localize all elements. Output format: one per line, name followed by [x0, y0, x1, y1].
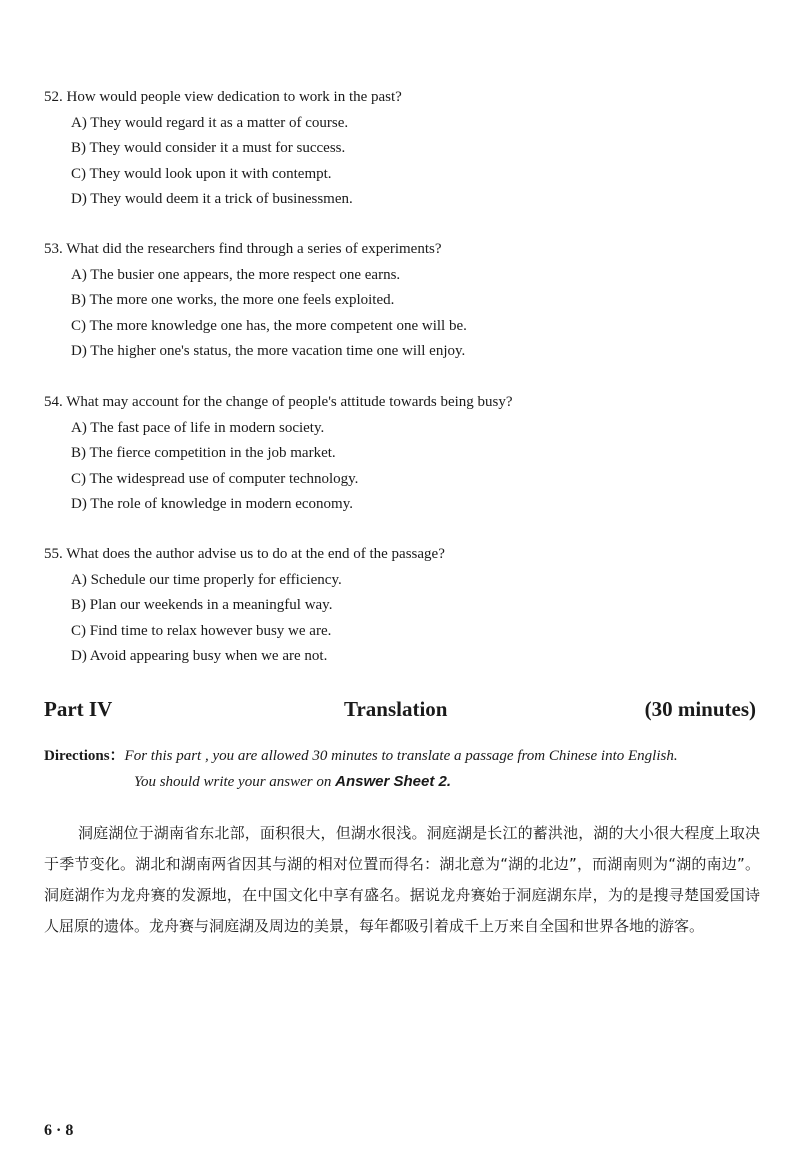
option-a: A) They would regard it as a matter of course. — [71, 114, 349, 131]
part-time: (30 minutes) — [644, 697, 756, 721]
option-b: B) Plan our weekends in a meaningful way. — [71, 597, 333, 613]
part-label: Part IV — [44, 697, 113, 721]
option-d: D) The higher one's status, the more vacation time one will enjoy. — [71, 343, 466, 359]
question-stem: 53. What did the researchers find through a series of experiments? — [44, 241, 442, 257]
translation-passage: 洞庭湖位于湖南省东北部，面积很大，但湖水很浅。洞庭湖是长江的蓄洪池，湖的大小很大程度上取决于季节变化。湖北和湖南两省因其与湖的相对位置而得名：湖北意为“湖的北边”，而湖南则为“湖的南边”。洞庭湖作为龙舟赛的发源地，在中国文化中享有盛名。据说龙舟赛始于洞庭湖东岸，为的是搜寻楚国爱国诗人屈原的遗体。龙舟赛与洞庭湖及周边的美景，每年都吸引着成千上万来自全国和世界各地的游客。 — [44, 824, 760, 935]
directions-line-2: You should write your answer on — [134, 774, 336, 790]
option-d: D) The role of knowledge in modern economy. — [71, 496, 354, 512]
option-b: B) The more one works, the more one feels exploited. — [71, 292, 395, 308]
question-stem: 54. What may account for the change of people's attitude towards being busy? — [44, 394, 513, 410]
question-52 — [44, 85, 764, 213]
question-53 — [44, 237, 764, 365]
option-d: D) Avoid appearing busy when we are not. — [71, 648, 328, 664]
directions-line-1: For this part , you are allowed 30 minutes to translate a passage from Chinese into English. — [124, 748, 678, 764]
question-55 — [44, 542, 764, 670]
part-header — [44, 697, 756, 727]
option-a: A) The busier one appears, the more respect one earns. — [71, 266, 401, 283]
question-54 — [44, 390, 764, 518]
directions-label: Directions： — [44, 748, 125, 764]
question-stem: 55. What does the author advise us to do at the end of the passage? — [44, 546, 445, 562]
option-c: C) The more knowledge one has, the more competent one will be. — [71, 317, 467, 334]
option-c: C) They would look upon it with contempt. — [71, 165, 332, 182]
option-c: C) The widespread use of computer technology. — [71, 470, 359, 487]
option-b: B) The fierce competition in the job market. — [71, 445, 336, 461]
answer-sheet-ref: Answer Sheet 2. — [335, 773, 452, 790]
option-c: C) Find time to relax however busy we are. — [71, 622, 332, 639]
option-a: A) Schedule our time properly for efficiency. — [71, 571, 342, 588]
option-a: A) The fast pace of life in modern society. — [71, 419, 325, 436]
option-b: B) They would consider it a must for success. — [71, 140, 346, 156]
page-number: 6 · 8 — [44, 1122, 74, 1139]
part-title: Translation — [344, 697, 448, 721]
directions — [44, 744, 764, 795]
option-d: D) They would deem it a trick of businessmen. — [71, 191, 353, 207]
question-stem: 52. How would people view dedication to work in the past? — [44, 89, 402, 105]
